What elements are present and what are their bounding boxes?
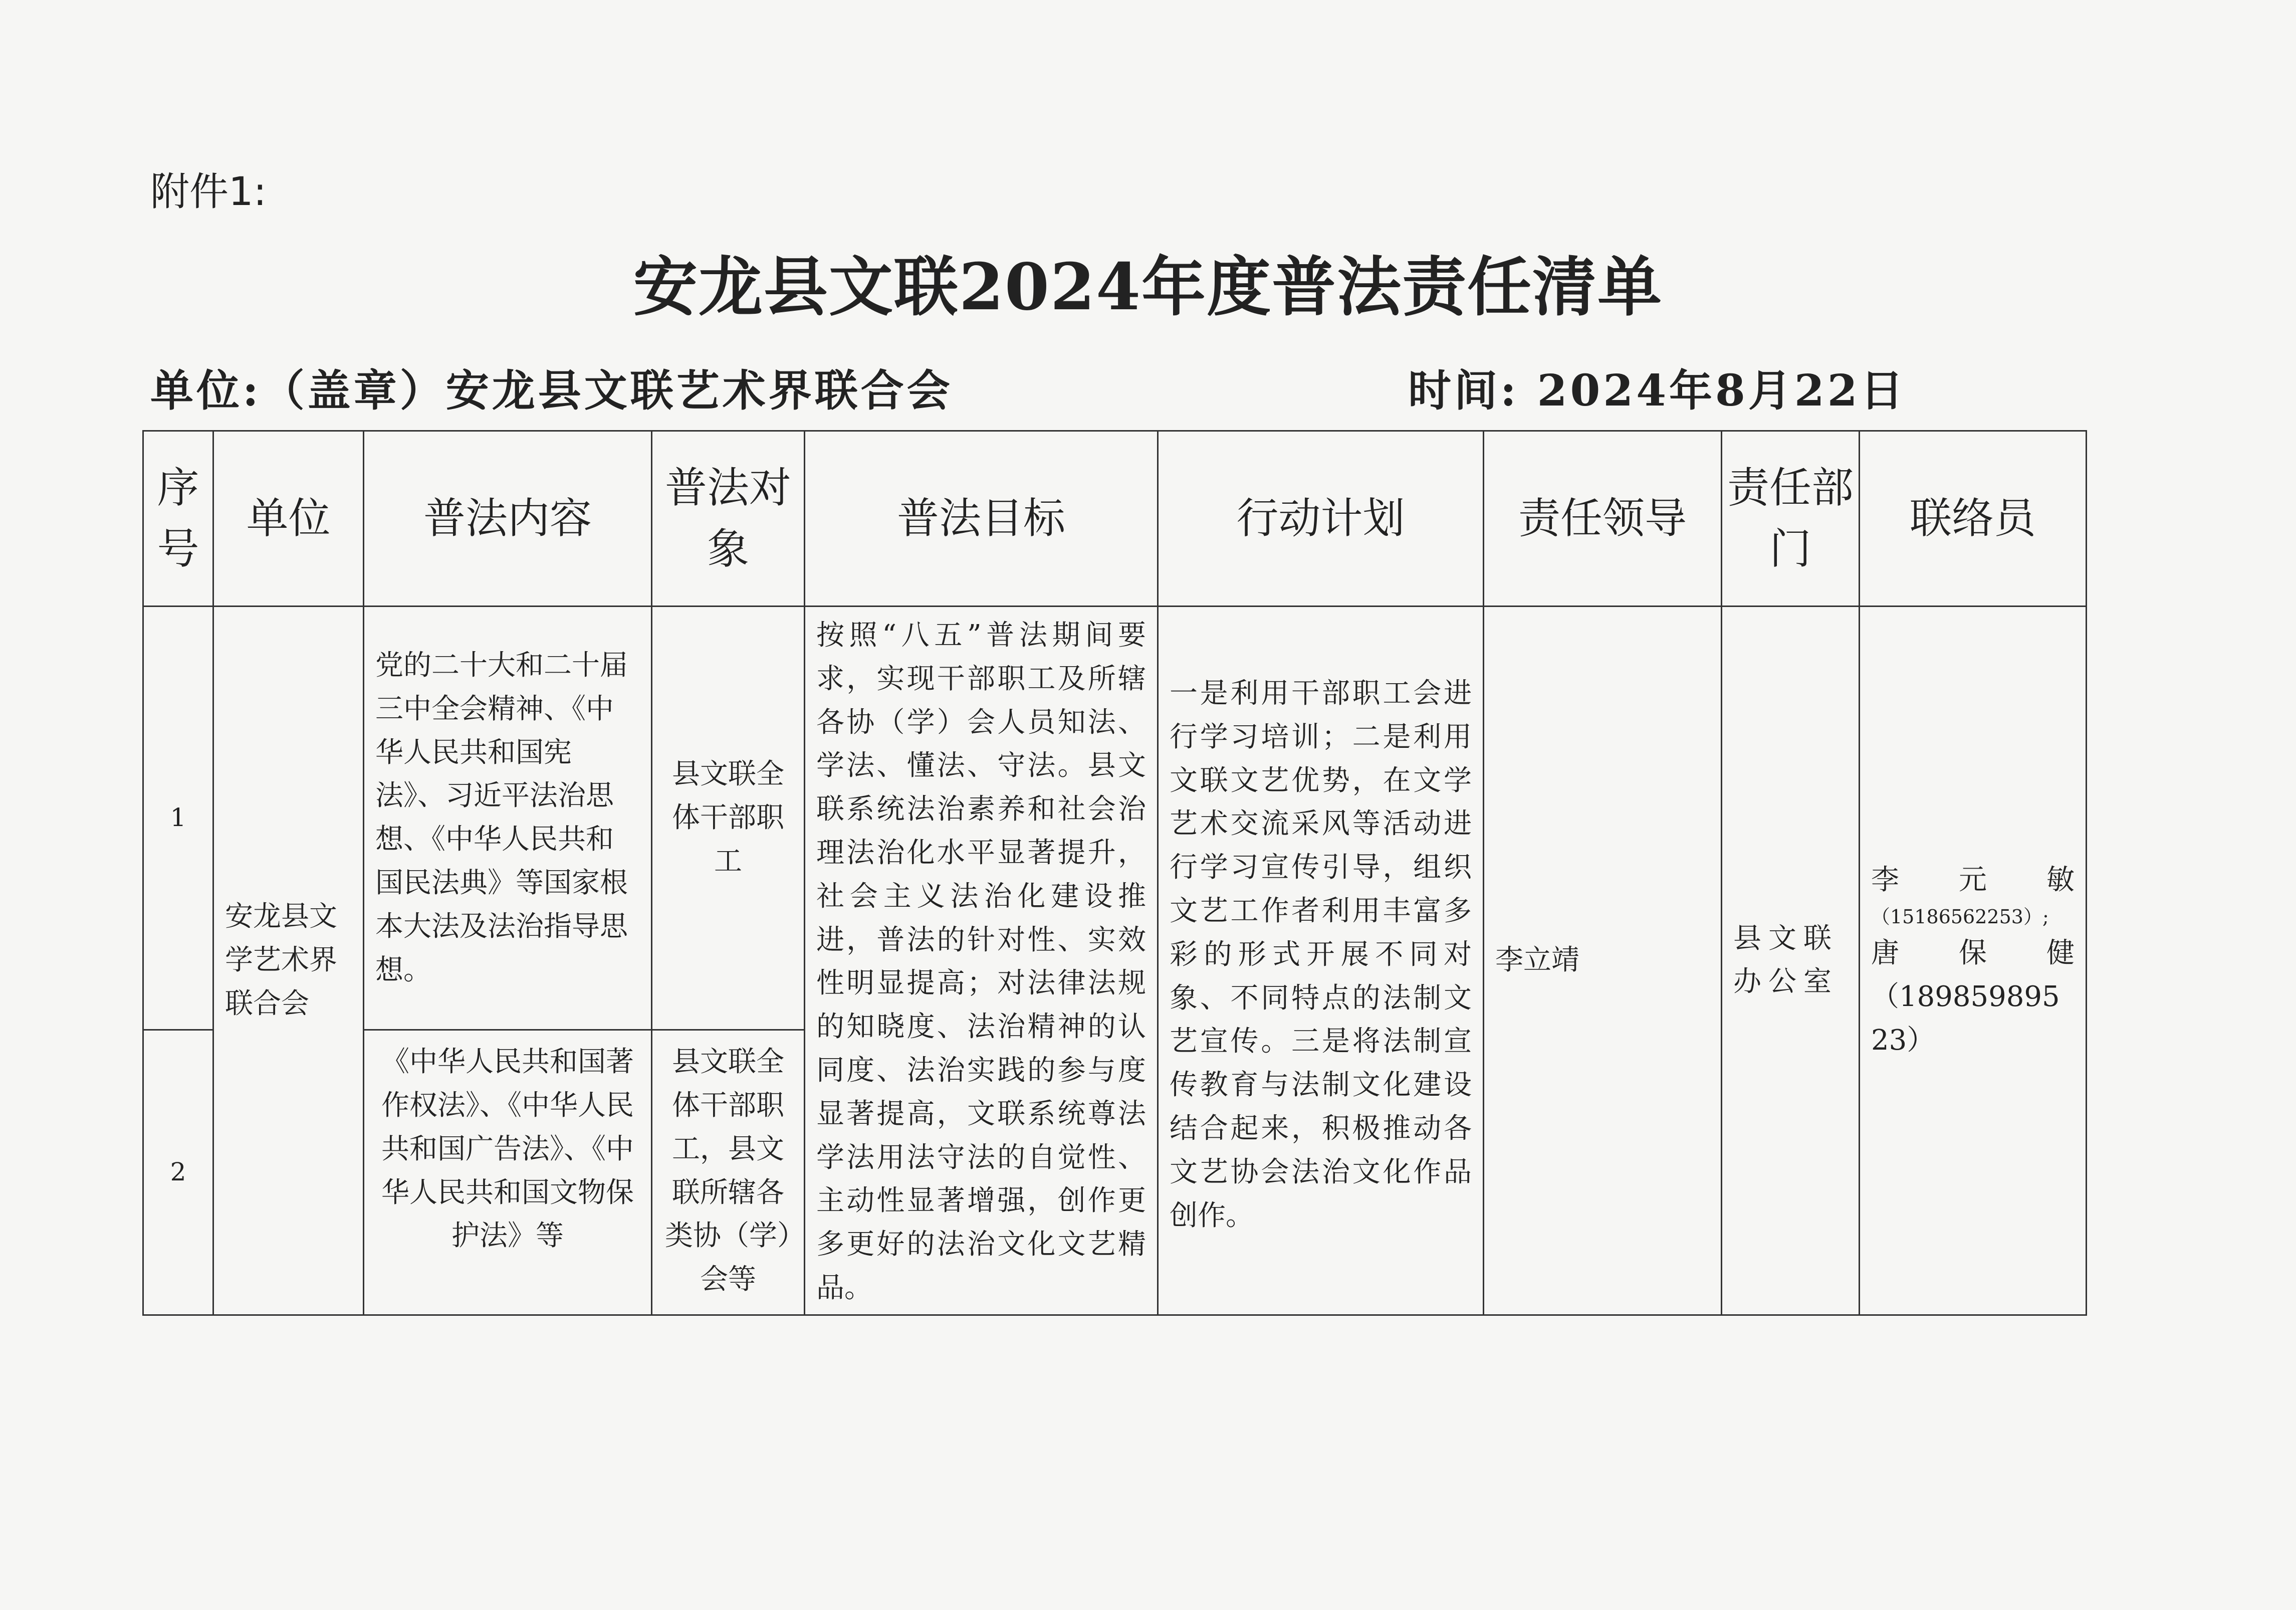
col-unit: 单位 (213, 431, 364, 607)
contact-phone-1: （15186562253）; (1871, 906, 2049, 928)
row-unit: 安龙县文学艺术界联合会 (213, 607, 364, 1315)
header-row (143, 431, 2087, 607)
col-goal: 普法目标 (805, 431, 1158, 607)
row-goal: 按照“八五”普法期间要求，实现干部职工及所辖各协（学）会人员知法、学法、懂法、守法。县文联系统法治素养和社会治理法治化水平显著提升，社会主义法治化建设推进，普法的针对性、实效性明显提高；对法律法规的知晓度、法治精神的认同度、法治实践的参与度显著提高，文联系统尊法学法用法守法的自觉性、主动性显著增强，创作更多更好的法治文化文艺精品。 (805, 607, 1158, 1315)
col-plan: 行动计划 (1158, 431, 1484, 607)
row-content: 《中华人民共和国著作权法》、《中华人民共和国广告法》、《中华人民共和国文物保护法》等 (364, 1030, 652, 1315)
attachment-label: 附件1: (150, 169, 267, 215)
contact-phone-2: （18985989523） (1871, 980, 2060, 1057)
col-seq: 序号 (143, 431, 213, 607)
row-plan: 一是利用干部职工会进行学习培训；二是利用文联文艺优势，在文学艺术交流采风等活动进行学习宣传引导，组织文艺工作者利用丰富多彩的形式开展不同对象、不同特点的法制文艺宣传。三是将法制宣传教育与法制文化建设结合起来，积极推动各文艺协会法治文化作品创作。 (1158, 607, 1484, 1315)
row-seq: 2 (143, 1030, 213, 1315)
row-target: 县文联全体干部职工 (652, 607, 805, 1030)
row-target: 县文联全体干部职工，县文联所辖各类协（学）会等 (652, 1030, 805, 1315)
row-department: 县文联办公室 (1722, 607, 1860, 1315)
contact-name-1: 李元敏 (1871, 864, 2075, 897)
date-line: 时间: 2024年8月22日 (1408, 365, 1907, 416)
responsibility-table (142, 430, 2087, 1316)
row-contact (1860, 607, 2087, 1315)
col-department: 责任部门 (1722, 431, 1860, 607)
contact-name-2: 唐保健 (1871, 937, 2075, 970)
col-contact: 联络员 (1860, 431, 2087, 607)
row-leader: 李立靖 (1484, 607, 1722, 1315)
table-row (143, 607, 2087, 1030)
col-target: 普法对象 (652, 431, 805, 607)
unit-line: 单位:（盖章）安龙县文联艺术界联合会 (150, 365, 953, 416)
document-title: 安龙县文联2024年度普法责任清单 (633, 250, 1663, 325)
row-seq: 1 (143, 607, 213, 1030)
col-content: 普法内容 (364, 431, 652, 607)
row-content: 党的二十大和二十届三中全会精神、《中华人民共和国宪法》、习近平法治思想、《中华人民共和国民法典》等国家根本大法及法治指导思想。 (364, 607, 652, 1030)
col-leader: 责任领导 (1484, 431, 1722, 607)
